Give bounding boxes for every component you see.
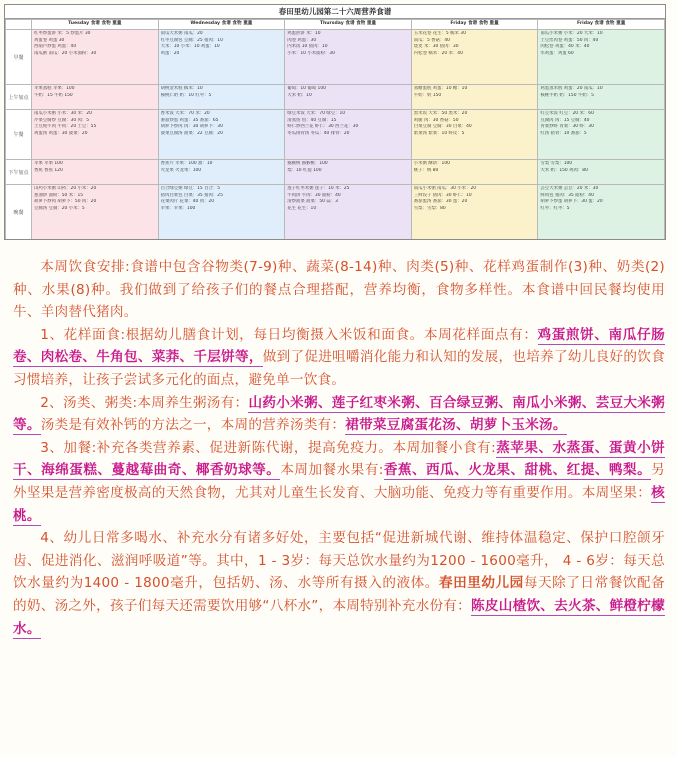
menu-cell-line: 花生 花生：10 — [287, 205, 317, 211]
menu-row — [6, 110, 665, 160]
menu-cell-line: 红枣炒蛋饼 米：5 炒蛋片 30 — [34, 31, 91, 36]
menu-cell — [32, 30, 159, 85]
menu-cell-line: 南瓜小米粥 南瓜：30 小米：20 — [413, 186, 477, 191]
menu-cell-line: 香蕉片 苹果：100 甜：10 — [160, 161, 213, 166]
menu-cell — [538, 85, 665, 110]
menu-cell-line: 小米：10 小米面粉：30 — [287, 50, 335, 56]
menu-cell-line: 胡萝卜炒蛋 胡萝卜：30 蛋：20 — [540, 199, 603, 205]
menu-cell — [538, 30, 665, 85]
menu-cell-line: 牛奶：15 牛奶 150 — [34, 92, 73, 98]
menu-cell-line: 黑米饭 大米：50 黑米：20 — [413, 111, 468, 116]
menu-cell-line: 土豆丝肉卷 鸡蛋：50 肉：40 — [540, 37, 599, 43]
fruit-lead: 本周加餐水果有: — [280, 462, 384, 479]
menu-cell — [285, 85, 412, 110]
menu-cell-line: 豆腐肉 肉：15 豆腐：40 — [540, 117, 590, 123]
menu-cell — [285, 185, 412, 240]
menu-cell-line: 苹果蒸糕 苹果：100 — [34, 86, 75, 91]
menu-cell-line: 香米饭 大米：70 米：20 — [160, 111, 210, 116]
porridge-highlight: 山药小米粥、莲子红枣米粥、百合绿豆粥、南瓜小米粥、芸豆大米粥等。 — [13, 394, 666, 434]
menu-cell-line: 葡萄：10 葡萄 100 — [287, 86, 326, 91]
menu-cell-line: 大米 奶：150 鸡肉：80 — [540, 167, 588, 173]
menu-cell-line: 胡桃金米糕 糯米：10 — [160, 86, 203, 91]
menu-cell-line: 豆腐汤 豆腐：20 小米：5 — [34, 205, 85, 211]
water-lead: 4、幼儿日常多喝水、补充水分有诸多好处，主要包括“促进新城代谢、维持体温稳定、保护口腔颌牙齿、促进消化、滋润呼吸道”等。其中，1 - 3岁：每天总饮水量约为1200 - 1600毫升， 4 - 6岁：每天总饮水量约为1400 - 1800毫升，包括奶、汤、水等所有摄入的液体。 — [13, 530, 665, 592]
menu-cell — [411, 110, 538, 160]
menu-cell — [158, 110, 285, 160]
menu-cell-line: 猪肉白菜包 白菜：35 猪肉：25 — [160, 192, 223, 198]
menu-cell-line: 肉松卷 鸡蛋：40 米：40 — [540, 44, 590, 50]
menu-cell-line: 青菜炒虾 青菜：30 虾：30 — [540, 124, 594, 130]
menu-cell-line: 西葫芦炒蛋 鸡蛋：40 — [34, 44, 77, 50]
menu-cell-line: 小米粥 酥饼：100 — [413, 161, 450, 166]
menu-day-header: Wednesday 食谱 食物 重量 — [158, 20, 285, 30]
menu-cell-line: 胡萝卜炒肉 胡萝卜：50 肉：20 — [34, 199, 97, 205]
menu-cell-line: 核桃牛奶 奶：150 牛奶：5 — [540, 92, 594, 98]
menu-cell-line: 虾仁炒西兰花 虾仁：30 西兰花：30 — [287, 124, 359, 130]
menu-cell — [285, 30, 412, 85]
menu-cell-line: 红枣：红枣：5 — [540, 205, 570, 211]
snack-lead: 3、加餐:补充各类营养素、促进新陈代谢，提高免疫力。本周加餐小食有: — [40, 439, 496, 456]
menu-cell-line: 肉卷 鸡蛋：30 — [287, 37, 317, 43]
menu-table — [5, 19, 665, 240]
menu-cell-line: 烧麦 米：30 猪肉：30 — [413, 44, 459, 50]
menu-cell-line: 牛肉饼 牛肉：30 面粉：40 — [287, 192, 341, 198]
menu-cell-line: 鲜肉包 猪肉：35 面粉：40 — [540, 192, 594, 198]
menu-cell-line: 百合绿豆粥 绿豆：15 百合：5 — [160, 186, 221, 191]
pastry-highlight: 鸡蛋煎饼、南瓜仔肠卷、肉松卷、牛角包、菜莽、千层饼等， — [13, 326, 665, 366]
menu-cell-line: 玉米花卷 花生：5 糯米 30 — [413, 31, 466, 36]
menu-cell-line: 牛奶：奶 150 — [413, 92, 442, 98]
menu-cell-line: 鸡蛋蒸米糕 鸡蛋：20 南瓜：10 — [540, 86, 603, 91]
menu-day-header: Friday 食谱 食物 重量 — [411, 20, 538, 30]
menu-cell-line: 鸡蛋汤 鸡蛋：30 菠菜：20 — [34, 130, 88, 136]
menu-cell-line: 土豆炖牛肉 牛肉：20 土豆：55 — [34, 124, 97, 130]
menu-cell-line: 清蒸鱼 鱼：40 豆腐：15 — [287, 117, 337, 123]
menu-cell-line: 清炒菠菜 菠菜：50 蒜：3 — [287, 199, 338, 205]
meal-label: 上午加点 — [6, 85, 32, 110]
paragraph-pastry — [13, 324, 665, 392]
menu-cell — [158, 85, 285, 110]
menu-cell-line: 核桃仁奶 奶：10 红枣：5 — [160, 92, 212, 98]
menu-cell — [538, 110, 665, 160]
menu-cell-line: 雪梨：雪梨：80 — [413, 205, 446, 211]
weekly-menu-table-image — [4, 4, 666, 240]
menu-cell — [285, 110, 412, 160]
menu-cell-line: 胡萝卜炒肉 肉：30 胡萝卜：30 — [160, 124, 223, 130]
drink-highlight: 陈皮山楂饮、去火茶、鲜橙柠檬水。 — [13, 597, 665, 637]
meal-label: 午餐 — [6, 110, 32, 160]
menu-cell — [285, 160, 412, 185]
meal-label: 早餐 — [6, 30, 32, 85]
menu-cell — [411, 160, 538, 185]
menu-cell-line: 雪梨 雪梨：100 — [540, 161, 573, 166]
menu-cell — [158, 30, 285, 85]
menu-row — [6, 30, 665, 85]
menu-row — [6, 160, 665, 185]
menu-cell — [411, 30, 538, 85]
school-name: 春田里幼儿园 — [438, 575, 524, 592]
menu-cell-line: 葱油饼 面粉：50 米：15 — [34, 192, 84, 198]
menu-cell-line: 猕猴桃 猕猴桃：100 — [287, 161, 328, 166]
menu-cell — [32, 85, 159, 110]
menu-cell-line: 内米饭 10 猪肉：10 — [287, 44, 328, 50]
menu-cell-line: 山药小米粥 山药：20 小米：20 — [34, 186, 97, 191]
menu-cell-line: 南瓜粥 南瓜：20 小米面粉：30 — [34, 50, 97, 56]
menu-cell-line: 南瓜：5 香菇：40 — [413, 37, 450, 43]
menu-cell-line: 鸡腿 肉：30 香菇：50 — [413, 117, 459, 123]
paragraph-intro — [13, 256, 665, 324]
menu-cell-line: 梨：10 红提 100 — [287, 167, 322, 173]
menu-cell-line: 三鲜饺子 猪肉：30 虾仁：10 — [413, 192, 472, 198]
menu-cell-line: 南瓜小米粥 小米：20 大米：10 — [540, 31, 603, 36]
menu-cell-line: 冬瓜排骨汤 冬瓜：40 排骨：20 — [287, 130, 350, 136]
menu-cell — [32, 160, 159, 185]
menu-cell-line: 绿豆米饭 大米：70 绿豆：10 — [287, 111, 346, 116]
menu-cell-line: 大米：10 小米：10 鸡蛋：10 — [160, 44, 220, 50]
menu-cell-line: 白菜豆腐 豆腐：30 白菜：40 — [413, 124, 472, 130]
fruit-highlight: 香蕉、西瓜、火龙果、甜桃、红提、鸭梨。 — [383, 462, 652, 479]
menu-cell — [411, 85, 538, 110]
soup-lead: 2、汤类、粥类:本周养生粥汤有： — [40, 394, 249, 411]
nut-lead: 另外坚果是营养密度极高的天然食物，尤其对儿童生长发育、大脑功能、免疫力等有重要作用。本周坚果： — [13, 462, 665, 501]
menu-cell-line: 鸡蛋煎饼 米：10 — [287, 31, 321, 36]
paragraph-snack — [13, 437, 665, 527]
snack-highlight: 蒸苹果、水蒸蛋、蛋黄小饼干、海绵蛋糕、蔓越莓曲奇、椰香奶球等。 — [13, 439, 666, 479]
menu-cell — [538, 160, 665, 185]
menu-cell-line: 内松卷 糯米：20 米：40 — [413, 50, 463, 56]
pastry-lead: 1、花样面食:根据幼儿膳食计划，每日均衡摄入米饭和面食。本周花样面点有： — [40, 326, 538, 343]
menu-cell-line: 鸡蛋卷 鸡蛋 30 — [34, 37, 65, 43]
menu-cell-line: 水鸡蛋：鸡蛋 60 — [540, 50, 574, 56]
soup-highlight: 裙带菜豆腐蛋花汤、胡萝卜玉米汤。 — [345, 417, 567, 434]
menu-cell-line: 南瓜大米粥 南瓜：20 — [160, 31, 203, 36]
menu-cell-line: 紫菜汤 紫菜：10 虾皮：5 — [413, 130, 465, 136]
menu-cell-line: 花菜肉片 花菜：40 肉：20 — [160, 199, 215, 205]
intro-text: 本周饮食安排:食谱中包含谷物类(7-9)种、蔬菜(8-14)种、肉类(5)种、花样鸡蛋制作(3)种、奶类(2)种、水果(8)种。我们做到了给孩子们的餐点合理搭配，营养均衡，食物多样性。本食谱中回民餐均使用牛、羊肉替代猪肉。 — [13, 259, 665, 321]
menu-cell-line: 鸡蛋：20 — [160, 50, 180, 56]
menu-cell-line: 菠菜豆腐汤 菠菜：22 豆腐：20 — [160, 130, 223, 136]
menu-header-row — [6, 20, 665, 30]
soup-mid: 汤类是有效补钙的方法之一，本周的营养汤类有： — [40, 417, 346, 434]
meal-label: 下午加点 — [6, 160, 32, 185]
menu-cell-line: 蒸糖蛋糕 鸡蛋：10 糖：10 — [413, 86, 468, 91]
menu-cell-line: 红汤 猪骨：10 番茄：5 — [540, 130, 587, 136]
menu-cell-line: 番茄炒蛋 鸡蛋：35 番茄：65 — [160, 117, 219, 123]
menu-row — [6, 185, 665, 240]
menu-row — [6, 85, 665, 110]
menu-cell — [411, 185, 538, 240]
menu-cell-line: 香蕉 香蕉 120 — [34, 167, 63, 173]
menu-cell-line: 红枣豆腐包 豆腐：25 猪肉：10 — [160, 37, 223, 43]
menu-day-header: Thursday 食谱 食物 重量 — [285, 20, 412, 30]
menu-cell — [158, 185, 285, 240]
menu-cell-line: 苹果 苹果 100 — [34, 161, 63, 166]
menu-cell — [32, 110, 159, 160]
menu-cell-line: 桃子：桃 80 — [413, 167, 439, 173]
menu-cell-line: 番茄蛋汤 番茄：30 蛋：20 — [413, 199, 468, 205]
menu-day-header: Tuesday 食谱 食物 重量 — [32, 20, 159, 30]
menu-corner-cell — [6, 20, 32, 30]
nut-highlight: 核桃。 — [13, 484, 665, 524]
paragraph-soup — [13, 392, 665, 437]
menu-cell-line: 大米 奶：10 — [287, 92, 312, 98]
paragraph-water — [13, 527, 665, 640]
menu-cell-line: 南瓜小米粥 小米：30 米：20 — [34, 111, 92, 116]
menu-cell-line: 芸豆大米粥 芸豆：20 米：30 — [540, 186, 599, 191]
menu-cell — [158, 160, 285, 185]
menu-cell — [32, 185, 159, 240]
menu-cell-line: 苹果：苹果：100 — [160, 205, 196, 211]
menu-cell-line: 莲子红枣米粥 莲子：10 米：25 — [287, 186, 350, 191]
menu-cell-line: 火龙果 火龙果：100 — [160, 167, 202, 173]
menu-cell-line: 芹菜豆腐炒 豆腐：30 肉：5 — [34, 117, 90, 123]
menu-cell — [538, 185, 665, 240]
water-tail: 每天除了日常餐饮配备的奶、汤之外，孩子们每天还需要饮用够“八杯水”，本周特别补充水份有： — [13, 575, 665, 614]
menu-cell-line: 红豆米饭 红豆：20 米：60 — [540, 111, 594, 116]
menu-title: 春田里幼儿园第二十六周营养食谱 — [5, 5, 665, 19]
article-body — [13, 256, 665, 640]
meal-label: 晚餐 — [6, 185, 32, 240]
menu-day-header: Friday 食谱 食物 重量 — [538, 20, 665, 30]
pastry-tail: 做到了促进咀嚼消化能力和认知的发展，也培养了幼儿良好的饮食习惯培养，让孩子尝试多元化的面点，避免单一饮食。 — [13, 349, 666, 388]
